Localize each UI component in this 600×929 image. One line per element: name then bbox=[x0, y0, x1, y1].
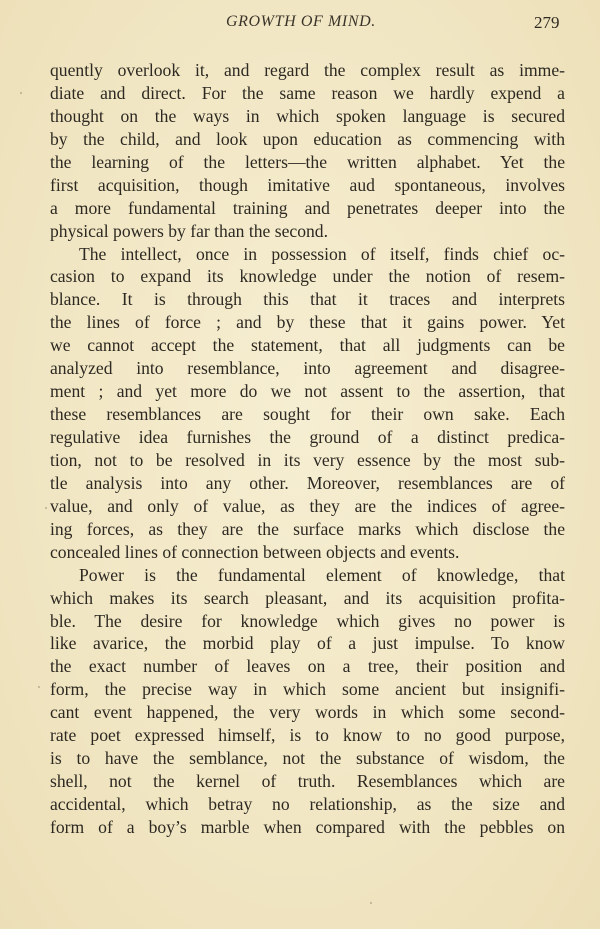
text-line: tle analysis into any other. Moreover, resemblances are of bbox=[50, 472, 565, 493]
paper-speck bbox=[20, 92, 22, 94]
text-line: shell, not the kernel of truth. Resemblances which are bbox=[50, 771, 565, 792]
text-line: casion to expand its knowledge under the notion of resem- bbox=[50, 266, 565, 287]
text-line: concealed lines of connection between objects and events. bbox=[50, 541, 460, 562]
page-number: 279 bbox=[534, 13, 560, 32]
paragraph-2 bbox=[50, 243, 565, 564]
text-line: regulative idea furnishes the ground of a distinct predica- bbox=[50, 427, 565, 447]
text-line: rate poet expressed himself, is to know to no good purpose, bbox=[50, 725, 565, 746]
paper-speck bbox=[370, 902, 372, 904]
text-line: Power is the fundamental element of knowledge, that bbox=[79, 564, 565, 585]
running-head bbox=[0, 13, 600, 37]
text-line: value, and only of value, as they are the indices of agree- bbox=[50, 495, 565, 516]
running-title: GROWTH OF MIND. bbox=[226, 13, 376, 30]
text-line: thought on the ways in which spoken language is secured bbox=[50, 105, 565, 126]
text-line: like avarice, the morbid play of a just impulse. To know bbox=[50, 633, 565, 654]
text-line: tion, not to be resolved in its very essence by the most sub- bbox=[50, 449, 565, 470]
text-line: these resemblances are sought for their own sake. Each bbox=[50, 404, 565, 425]
paper-speck bbox=[45, 507, 47, 509]
text-line: form, the precise way in which some ancient but insignifi- bbox=[50, 679, 565, 700]
text-line: ment ; and yet more do we not assent to the assertion, that bbox=[50, 381, 565, 402]
text-line: blance. It is through this that it traces and interprets bbox=[50, 289, 565, 310]
text-line: quently overlook it, and regard the complex result as imme- bbox=[50, 60, 565, 80]
text-line: analyzed into resemblance, into agreement and disagree- bbox=[50, 358, 565, 379]
paragraph-1 bbox=[50, 59, 565, 243]
text-line: a more fundamental training and penetrates deeper into the bbox=[50, 197, 565, 218]
text-line: is to have the semblance, not the substance of wisdom, the bbox=[50, 748, 565, 769]
text-line: ble. The desire for knowledge which gives no power is bbox=[50, 610, 565, 631]
text-line: the exact number of leaves on a tree, their position and bbox=[50, 656, 565, 677]
text-line: by the child, and look upon education as commencing with bbox=[50, 128, 565, 149]
text-line: we cannot accept the statement, that all judgments can be bbox=[50, 335, 565, 356]
text-line: diate and direct. For the same reason we hardly expend a bbox=[50, 82, 565, 103]
text-line: accidental, which betray no relationship, as the size and bbox=[50, 794, 565, 814]
text-line: The intellect, once in possession of itself, finds chief oc- bbox=[79, 243, 565, 264]
text-line: ing forces, as they are the surface marks which disclose the bbox=[50, 518, 565, 539]
paragraph-3 bbox=[50, 564, 565, 839]
text-line: which makes its search pleasant, and its acquisition profita- bbox=[50, 587, 565, 608]
body-text bbox=[50, 59, 565, 839]
text-line: physical powers by far than the second. bbox=[50, 220, 328, 241]
text-line: the lines of force ; and by these that it gains power. Yet bbox=[50, 312, 565, 333]
text-line: the learning of the letters—the written alphabet. Yet the bbox=[50, 151, 565, 172]
paper-speck bbox=[38, 686, 40, 688]
text-line: cant event happened, the very words in which some second- bbox=[50, 702, 565, 723]
text-line: first acquisition, though imitative aud spontaneous, involves bbox=[50, 174, 565, 195]
text-line: form of a boy’s marble when compared with the pebbles on bbox=[50, 816, 565, 837]
